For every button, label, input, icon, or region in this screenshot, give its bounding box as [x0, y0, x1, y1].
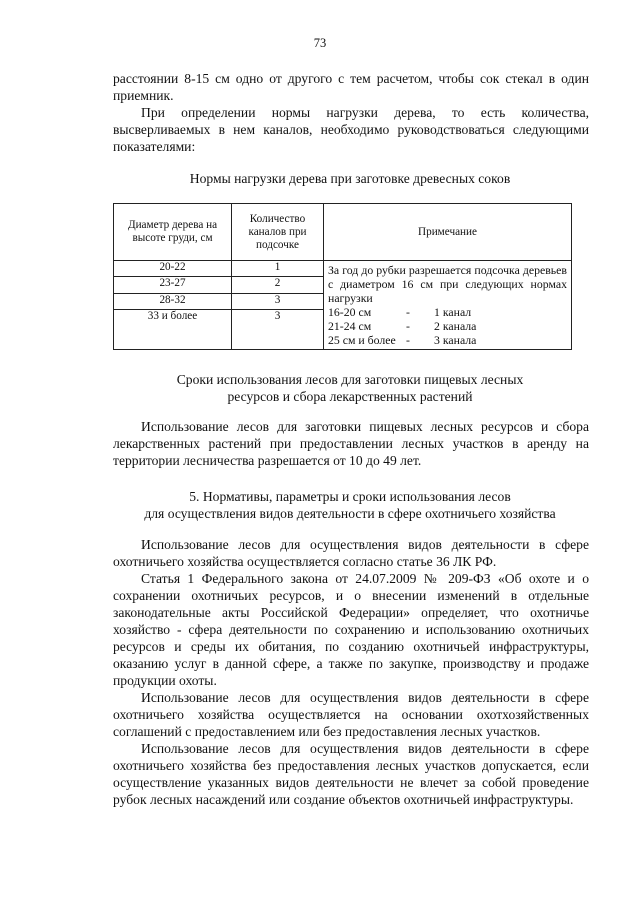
header-diameter: Диаметр дерева на высоте груди, см: [114, 204, 232, 261]
paragraph-continuation: расстоянии 8-15 см одно от другого с тем расчетом, чтобы сок стекал в один приемник.: [113, 71, 589, 103]
cell-channels: 3: [232, 293, 324, 309]
paragraph-load-norms: При определении нормы нагрузки дерева, то есть количества, высверливаемых в нем каналов, необходимо руководствоваться следующими показателями:: [113, 105, 589, 154]
note-item: [328, 305, 567, 319]
cell-channels: 2: [232, 277, 324, 293]
cell-channels: 1: [232, 261, 324, 277]
paragraph-hunting-basis: Использование лесов для осуществления видов деятельности в сфере охотничьего хозяйства осуществляется согласно статье 36 ЛК РФ.: [113, 537, 589, 569]
section-heading-food-resources: [100, 371, 600, 405]
table-row: [114, 261, 572, 277]
cell-diameter: 23-27: [114, 277, 232, 293]
hunting-block: [113, 536, 589, 808]
heading-line: Сроки использования лесов для заготовки пищевых лесных: [176, 372, 524, 387]
section-heading-hunting: [100, 488, 600, 522]
cell-channels: 3: [232, 310, 324, 350]
header-note: Примечание: [324, 204, 572, 261]
note-intro: За год до рубки разрешается подсочка деревьев с диаметром 16 см при следующих нормах нагрузки: [328, 263, 567, 305]
paragraph-lease-term: Использование лесов для заготовки пищевых лесных ресурсов и сбора лекарственных растений при предоставлении лесных участков в аренду на территории лесничества разрешается от 10 до 49 лет.: [113, 419, 589, 468]
food-resources-block: [113, 418, 589, 469]
cell-diameter: 33 и более: [114, 310, 232, 350]
paragraph-federal-law: Статья 1 Федерального закона от 24.07.2009 № 209-ФЗ «Об охоте и о сохранении охотничьих ресурсов, и о внесении изменений в отдельные законодательные акты Российской Федерации» определяет, что охотничье хозяйство - сфера деятельности по сохранению и использованию охотничьих ресурсов и среды их обитания, по созданию охотничьей инфраструктуры, оказанию услуг в данной сфере, а также по закупке, производству и продаже продукции охоты.: [113, 571, 589, 688]
note-dash: -: [406, 319, 410, 333]
note-range: 25 см и более: [328, 333, 396, 347]
cell-diameter: 28-32: [114, 293, 232, 309]
cell-diameter: 20-22: [114, 261, 232, 277]
paragraph-without-plots: Использование лесов для осуществления видов деятельности в сфере охотничьего хозяйства без предоставления лесных участков допускается, если осуществление указанных видов деятельности не влечет за собой проведение рубок лесных насаждений или создание объектов охотничьей инфраструктуры.: [113, 741, 589, 807]
tree-load-norms-table: [113, 203, 572, 350]
table-header-row: [114, 204, 572, 261]
table-title: Нормы нагрузки дерева при заготовке древесных соков: [189, 171, 511, 186]
heading-line: ресурсов и сбора лекарственных растений: [227, 389, 473, 404]
note-range: 21-24 см: [328, 319, 372, 333]
header-channels: Количество каналов при подсочке: [232, 204, 324, 261]
note-item: [328, 333, 567, 347]
paragraph-hunting-agreements: Использование лесов для осуществления видов деятельности в сфере охотничьего хозяйства осуществляется на основании охотхозяйственных соглашений с предоставлением или без предоставления лесных участков.: [113, 690, 589, 739]
note-item: [328, 319, 567, 333]
heading-line: для осуществления видов деятельности в сфере охотничьего хозяйства: [144, 506, 556, 521]
note-value: 1 канал: [434, 305, 472, 319]
note-range: 16-20 см: [328, 305, 372, 319]
note-value: 2 канала: [434, 319, 477, 333]
heading-line: 5. Нормативы, параметры и сроки использования лесов: [189, 489, 511, 504]
note-value: 3 канала: [434, 333, 477, 347]
page-number: 73: [313, 36, 327, 50]
note-dash: -: [406, 305, 410, 319]
cell-note: [324, 261, 572, 350]
intro-block: [113, 70, 589, 155]
note-dash: -: [406, 333, 410, 347]
